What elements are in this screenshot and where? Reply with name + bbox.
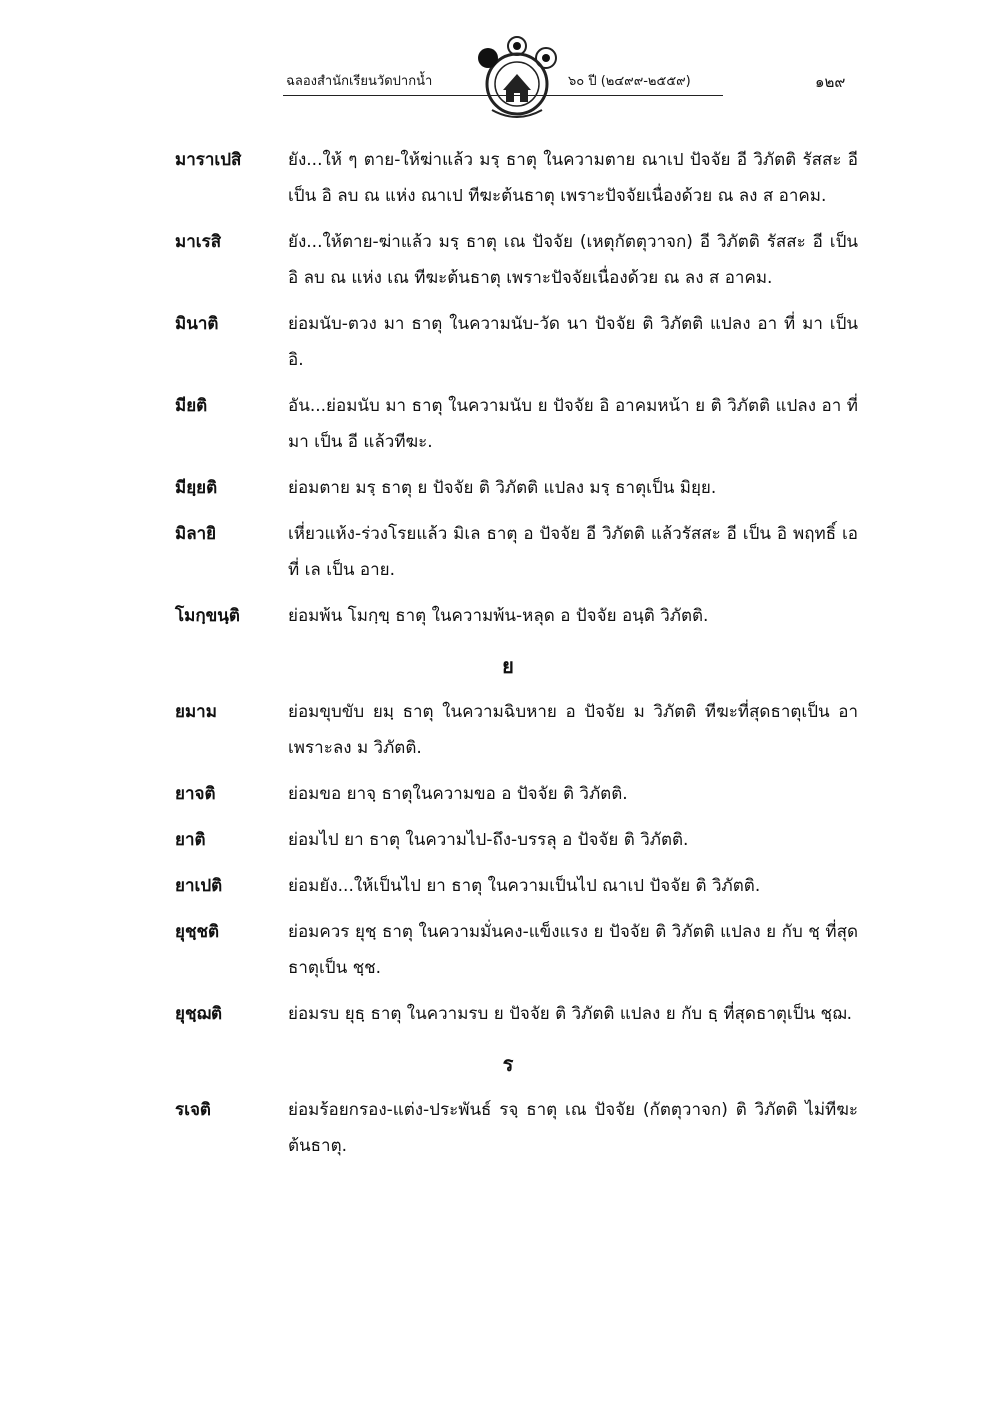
entry-definition: ย่อมขุบขับ ยมฺ ธาตุ ในความฉิบหาย อ ปัจจัย ม วิภัตติ ทีฆะที่สุดธาตุเป็น อา เพราะลง ม วิภัตติ.	[288, 702, 858, 758]
entry-definition: ย่อมร้อยกรอง-แต่ง-ประพันธ์ รจฺ ธาตุ เณ ปัจจัย (กัตตุวาจก) ติ วิภัตติ ไม่ทีฆะต้นธาตุ.	[288, 1100, 858, 1156]
glossary-entry	[0, 1092, 1000, 1164]
entry-term: ยุชฺชติ	[175, 922, 220, 942]
header-anniversary: ๖๐ ปี (๒๔๙๙-๒๕๕๙)	[568, 74, 691, 89]
entry-definition: ยัง...ให้ตาย-ฆ่าแล้ว มรฺ ธาตุ เณ ปัจจัย (เหตุกัตตุวาจก) อี วิภัตติ รัสสะ อี เป็น อิ ลบ ณ แห่ง เณ ทีฆะต้นธาตุ เพราะปัจจัยเนื่องด้วย ณ ลง ส อาคม.	[288, 232, 858, 288]
entry-term: รเจติ	[175, 1100, 211, 1120]
glossary-entry	[0, 694, 1000, 766]
entry-definition: ย่อมควร ยุชฺ ธาตุ ในความมั่นคง-แข็งแรง ย ปัจจัย ติ วิภัตติ แปลง ย กับ ชฺ ที่สุดธาตุเป็น ชฺช.	[288, 922, 858, 978]
entry-term: โมกฺขนฺติ	[175, 606, 240, 626]
entry-term: ยุชฺฌติ	[175, 1004, 223, 1024]
entry-term: ยาจติ	[175, 784, 216, 804]
entry-term: มินาติ	[175, 314, 219, 334]
glossary-entry	[0, 142, 1000, 214]
entry-term: ยาเปติ	[175, 876, 223, 896]
glossary-entry	[0, 776, 1000, 812]
entry-definition: ยัง...ให้ ๆ ตาย-ให้ฆ่าแล้ว มรฺ ธาตุ ในความตาย ณาเป ปัจจัย อี วิภัตติ รัสสะ อี เป็น อิ ลบ ณ แห่ง ณาเป ทีฆะต้นธาตุ เพราะปัจจัยเนื่องด้วย ณ ลง ส อาคม.	[288, 150, 858, 206]
temple-emblem-logo	[470, 32, 565, 127]
glossary-entry	[0, 996, 1000, 1032]
header-rule	[283, 95, 723, 96]
entry-definition: ย่อมพ้น โมกฺขฺ ธาตุ ในความพ้น-หลุด อ ปัจจัย อนฺติ วิภัตติ.	[288, 606, 709, 626]
glossary-entry	[0, 306, 1000, 378]
entry-definition: อัน...ย่อมนับ มา ธาตุ ในความนับ ย ปัจจัย อิ อาคมหน้า ย ติ วิภัตติ แปลง อา ที่ มา เป็น อี แล้วทีฆะ.	[288, 396, 858, 452]
glossary-entry	[0, 914, 1000, 986]
header-title: ฉลองสำนักเรียนวัดปากน้ำ	[286, 74, 433, 89]
page-header	[0, 0, 1000, 140]
entry-term: มาเรสิ	[175, 232, 222, 252]
section-heading-ra: ร	[502, 1052, 514, 1076]
entry-term: ยมาม	[175, 702, 217, 722]
entry-definition: ย่อมรบ ยุธฺ ธาตุ ในความรบ ย ปัจจัย ติ วิภัตติ แปลง ย กับ ธฺ ที่สุดธาตุเป็น ชฺฌ.	[288, 1004, 853, 1024]
entry-definition: ย่อมขอ ยาจฺ ธาตุในความขอ อ ปัจจัย ติ วิภัตติ.	[288, 784, 628, 804]
glossary-entry	[0, 470, 1000, 506]
entry-definition: เหี่ยวแห้ง-ร่วงโรยแล้ว มิเล ธาตุ อ ปัจจัย อี วิภัตติ แล้วรัสสะ อี เป็น อิ พฤทธิ์ เอ ที่ เล เป็น อาย.	[288, 524, 858, 580]
entry-definition: ย่อมนับ-ตวง มา ธาตุ ในความนับ-วัด นา ปัจจัย ติ วิภัตติ แปลง อา ที่ มา เป็น อิ.	[288, 314, 858, 370]
entry-term: มิลายิ	[175, 524, 217, 544]
entry-term: มียฺยติ	[175, 478, 218, 498]
entry-term: มียติ	[175, 396, 208, 416]
glossary-entry	[0, 516, 1000, 588]
page-number: ๑๒๙	[815, 73, 846, 91]
glossary-entry	[0, 224, 1000, 296]
glossary-entry	[0, 598, 1000, 634]
entry-term: มาราเปสิ	[175, 150, 242, 170]
glossary-entry	[0, 388, 1000, 460]
glossary-entry	[0, 822, 1000, 858]
entry-term: ยาติ	[175, 830, 206, 850]
glossary-body	[0, 142, 1000, 1174]
entry-definition: ย่อมยัง...ให้เป็นไป ยา ธาตุ ในความเป็นไป ณาเป ปัจจัย ติ วิภัตติ.	[288, 876, 761, 896]
glossary-entry	[0, 868, 1000, 904]
section-heading-ya: ย	[502, 654, 514, 678]
entry-definition: ย่อมตาย มรฺ ธาตุ ย ปัจจัย ติ วิภัตติ แปลง มรฺ ธาตุเป็น มิยฺย.	[288, 478, 717, 498]
entry-definition: ย่อมไป ยา ธาตุ ในความไป-ถึง-บรรลุ อ ปัจจัย ติ วิภัตติ.	[288, 830, 689, 850]
